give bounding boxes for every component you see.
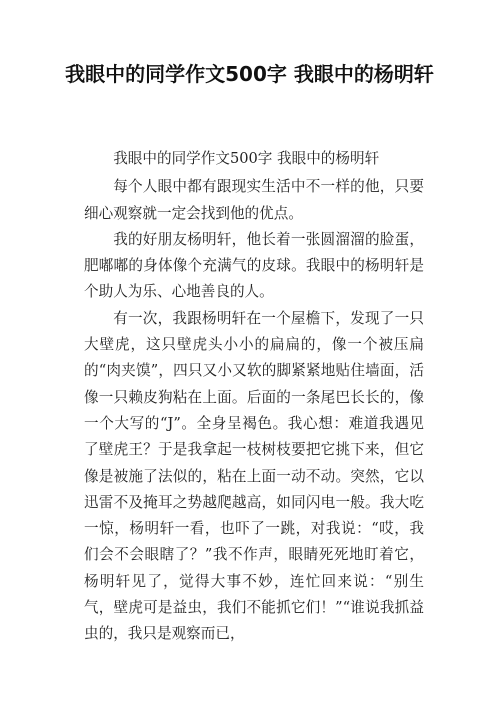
document-subtitle: 我眼中的同学作文500字 我眼中的杨明轩	[113, 150, 380, 167]
paragraph-2: 我的好朋友杨明轩，他长着一张圆溜溜的脸蛋，肥嘟嘟的身体像个充满气的皮球。我眼中的杨明轩是个助人为乐、心地善良的人。	[84, 230, 424, 301]
paragraph-1: 每个人眼中都有跟现实生活中不一样的他，只要细心观察就一定会找到他的优点。	[84, 178, 424, 222]
document-body	[84, 146, 424, 648]
document-title: 我眼中的同学作文500字 我眼中的杨明轩	[65, 62, 434, 86]
paragraph-3: 有一次，我跟杨明轩在一个屋檐下，发现了一只大壁虎，这只壁虎头小小的扁扁的，像一个被压扁的“肉夹馍”，四只又小又软的脚紧紧地贴住墙面，活像一只赖皮狗粘在上面。后面的一条尾巴长长的，像一个大写的“J”。全身呈褐色。我心想：难道我遇见了壁虎王？于是我拿起一枝树枝要把它挑下来，但它像是被施了法似的，粘在上面一动不动。突然，它以迅雷不及掩耳之势越爬越高，如同闪电一般。我大吃一惊，杨明轩一看，也吓了一跳，对我说：“哎，我们会不会眼瞎了？”我不作声，眼睛死死地盯着它，杨明轩见了，觉得大事不妙，连忙回来说：“别生气，壁虎可是益虫，我们不能抓它们！”“谁说我抓益虫的，我只是观察而已，	[84, 309, 424, 643]
